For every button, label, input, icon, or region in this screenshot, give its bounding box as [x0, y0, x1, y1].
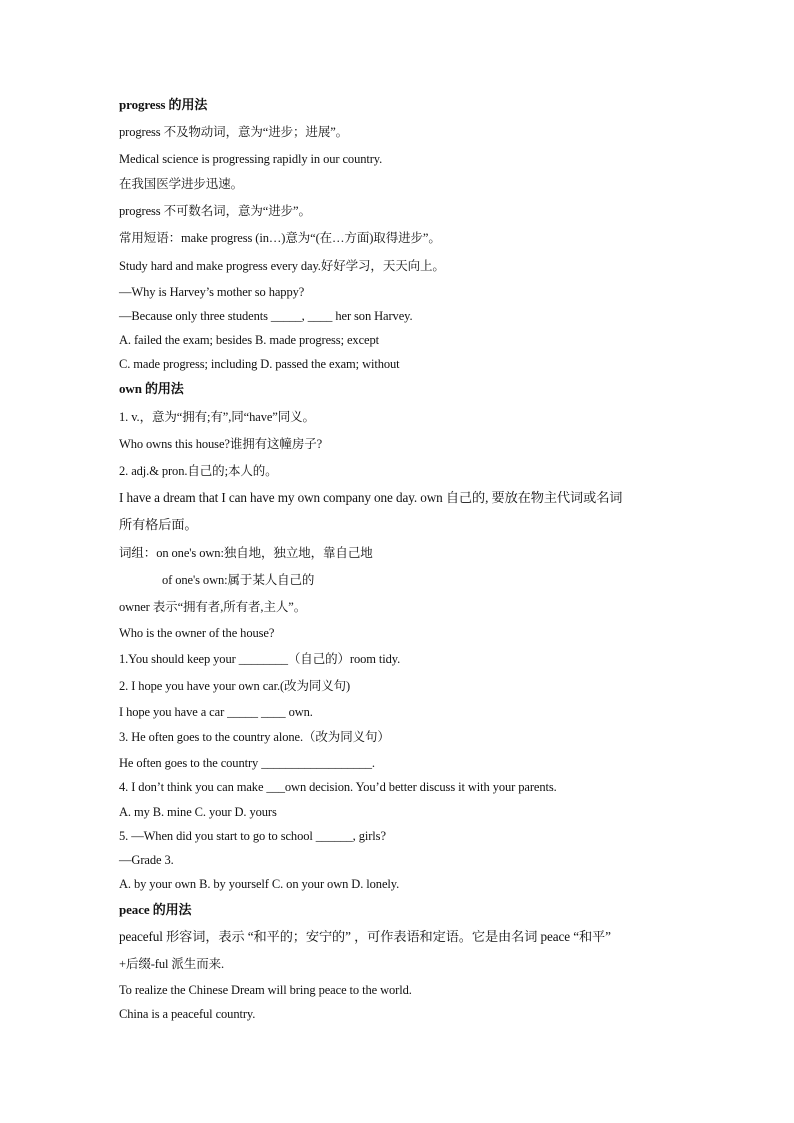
text-line: progress 不可数名词，意为“进步”。	[119, 204, 311, 218]
text-line: 2. adj.& pron.自己的;本人的。	[119, 464, 278, 478]
text-line: C. made progress; including D. passed the exam; without	[119, 357, 400, 371]
text-line: 1.You should keep your ________（自己的）room tidy.	[119, 652, 401, 666]
heading-progress: progress 的用法	[119, 97, 208, 112]
text-line: A. by your own B. by yourself C. on your own D. lonely.	[119, 877, 400, 891]
text-line: I have a dream that I can have my own company one day. own 自己的, 要放在物主代词或名词	[119, 490, 623, 505]
text-line: A. failed the exam; besides B. made progress; except	[119, 333, 379, 347]
text-line: peaceful 形容词，表示 “和平的；安宁的” ，可作表语和定语。它是由名词 peace “和平”	[119, 929, 611, 944]
text-line: To realize the Chinese Dream will bring peace to the world.	[119, 983, 412, 997]
text-line: —Grade 3.	[119, 853, 174, 867]
text-line: owner 表示“拥有者,所有者,主人”。	[119, 600, 307, 614]
text-line: 常用短语：make progress (in…)意为“(在…方面)取得进步”。	[119, 231, 441, 245]
text-line: 在我国医学进步迅速。	[119, 177, 244, 191]
text-line: Medical science is progressing rapidly in our country.	[119, 152, 383, 166]
text-line: 5. —When did you start to go to school ______, girls?	[119, 829, 386, 843]
text-line: 所有格后面。	[119, 517, 198, 532]
text-line: Who is the owner of the house?	[119, 626, 275, 640]
text-line: A. my B. mine C. your D. yours	[119, 805, 277, 819]
text-line: —Why is Harvey’s mother so happy?	[119, 285, 305, 299]
text-line: Study hard and make progress every day.好好学习，天天向上。	[119, 259, 445, 273]
text-line: 1. v.，意为“拥有;有”,同“have”同义。	[119, 410, 315, 424]
text-line: 3. He often goes to the country alone.（改为同义句）	[119, 730, 390, 744]
text-line: —Because only three students _____, ____ her son Harvey.	[119, 309, 413, 323]
text-line: +后缀-ful 派生而来.	[119, 957, 225, 971]
text-line: 2. I hope you have your own car.(改为同义句)	[119, 679, 351, 693]
text-line: 4. I don’t think you can make ___own decision. You’d better discuss it with your parents.	[119, 780, 557, 794]
text-line: 词组：on one's own:独自地，独立地，靠自己地	[119, 546, 373, 560]
text-line: I hope you have a car _____ ____ own.	[119, 705, 313, 719]
heading-own: own 的用法	[119, 381, 184, 396]
text-line: of one's own:属于某人自己的	[162, 573, 315, 587]
text-line: He often goes to the country __________________.	[119, 756, 375, 770]
text-line: Who owns this house?谁拥有这幢房子?	[119, 437, 323, 451]
heading-peace: peace 的用法	[119, 902, 192, 917]
text-line: China is a peaceful country.	[119, 1007, 256, 1021]
text-line: progress 不及物动词，意为“进步；进展”。	[119, 125, 349, 139]
